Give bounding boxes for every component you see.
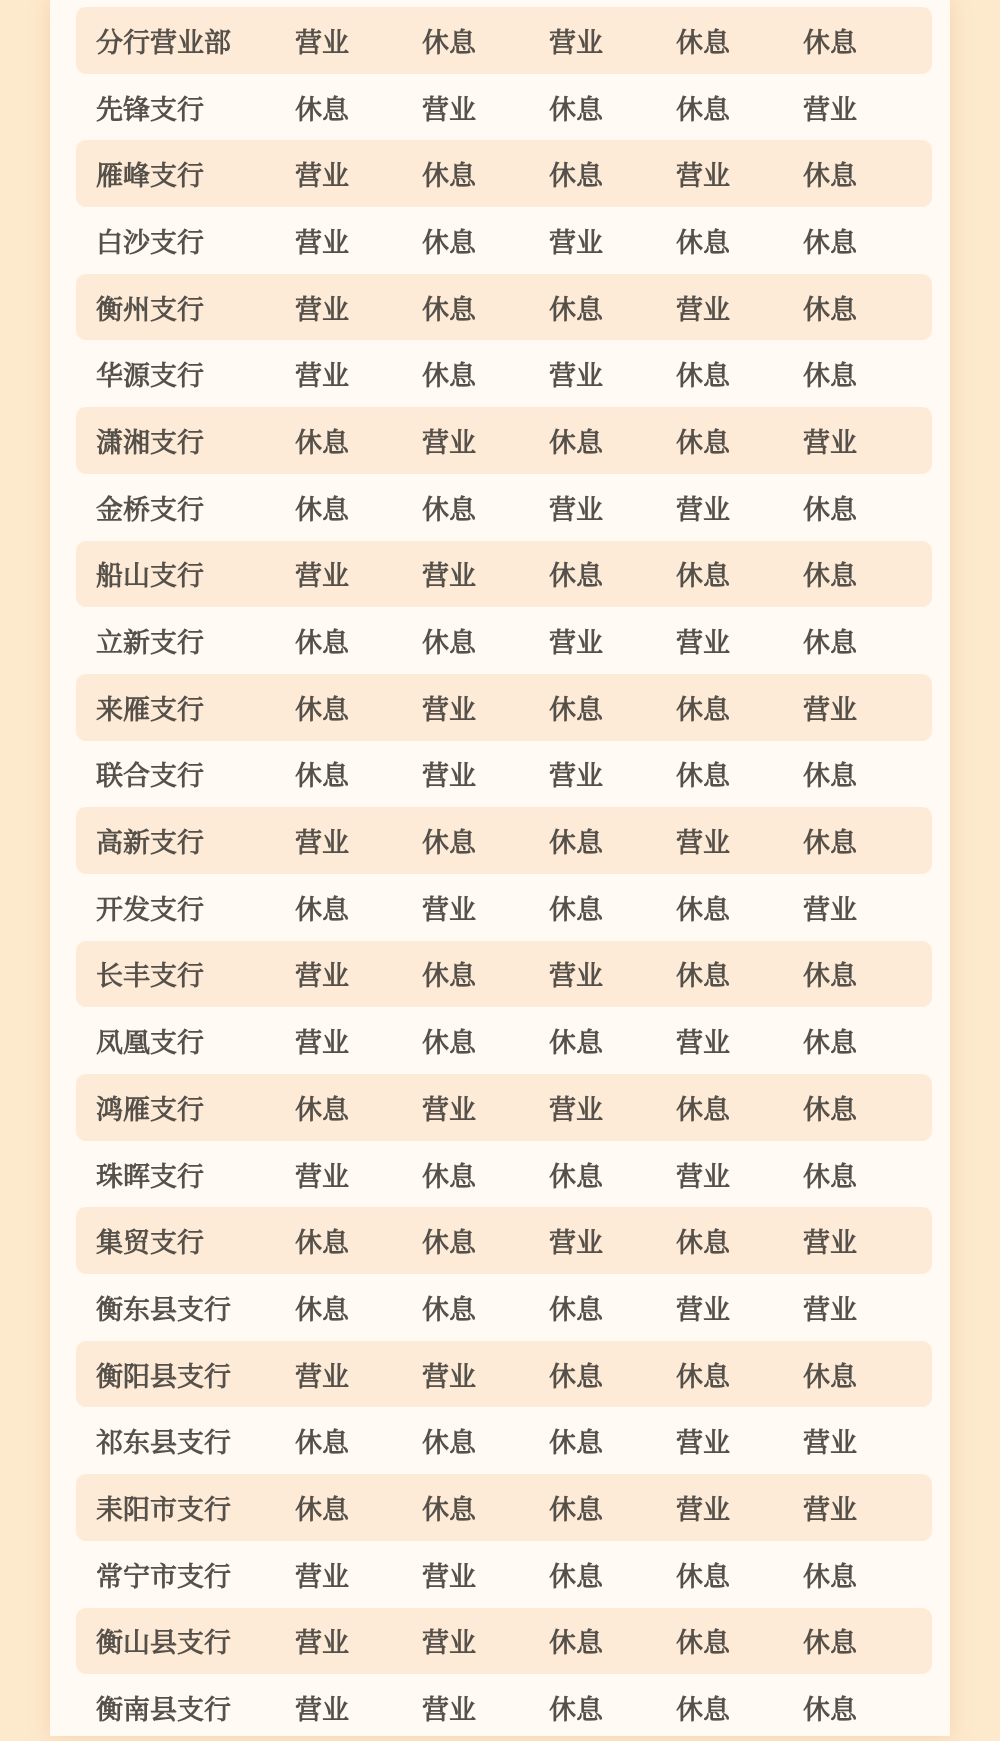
table-row	[76, 541, 932, 608]
status-cell: 营业	[676, 1161, 730, 1193]
status-cell: 营业	[549, 761, 603, 793]
status-cell: 休息	[676, 761, 730, 793]
table-row	[76, 1674, 932, 1741]
status-cell: 休息	[549, 1361, 603, 1393]
branch-name: 立新支行	[96, 628, 204, 660]
status-cell: 营业	[422, 1094, 476, 1126]
branch-name: 常宁市支行	[96, 1561, 231, 1593]
status-cell: 休息	[803, 161, 857, 193]
status-cell: 休息	[549, 1695, 603, 1727]
status-cell: 休息	[676, 894, 730, 926]
status-cell: 营业	[295, 1361, 349, 1393]
status-cell: 休息	[676, 1628, 730, 1660]
status-cell: 休息	[422, 828, 476, 860]
status-cell: 休息	[803, 27, 857, 59]
branch-name: 高新支行	[96, 828, 204, 860]
branch-name: 集贸支行	[96, 1228, 204, 1260]
branch-name: 先锋支行	[96, 94, 204, 126]
status-cell: 休息	[295, 628, 349, 660]
table-row	[76, 207, 932, 274]
table-row	[76, 1007, 932, 1074]
status-cell: 休息	[676, 227, 730, 259]
table-row	[76, 1074, 932, 1141]
status-cell: 营业	[295, 294, 349, 326]
status-cell: 休息	[422, 1494, 476, 1526]
branch-name: 雁峰支行	[96, 161, 204, 193]
schedule-table	[76, 7, 932, 1741]
table-row	[76, 807, 932, 874]
status-cell: 营业	[676, 828, 730, 860]
status-cell: 营业	[676, 1494, 730, 1526]
table-row	[76, 340, 932, 407]
status-cell: 休息	[676, 1561, 730, 1593]
status-cell: 休息	[422, 27, 476, 59]
status-cell: 营业	[676, 1028, 730, 1060]
table-row	[76, 1341, 932, 1408]
branch-name: 长丰支行	[96, 961, 204, 993]
status-cell: 休息	[676, 1094, 730, 1126]
branch-name: 耒阳市支行	[96, 1494, 231, 1526]
table-row	[76, 1274, 932, 1341]
status-cell: 营业	[422, 1695, 476, 1727]
status-cell: 休息	[803, 628, 857, 660]
table-row	[76, 1541, 932, 1608]
status-cell: 休息	[422, 1028, 476, 1060]
status-cell: 营业	[549, 27, 603, 59]
status-cell: 营业	[549, 227, 603, 259]
status-cell: 休息	[549, 1028, 603, 1060]
status-cell: 休息	[803, 1695, 857, 1727]
status-cell: 休息	[549, 161, 603, 193]
status-cell: 休息	[422, 494, 476, 526]
status-cell: 休息	[422, 294, 476, 326]
status-cell: 休息	[803, 294, 857, 326]
table-row	[76, 1207, 932, 1274]
status-cell: 营业	[803, 1294, 857, 1326]
status-cell: 休息	[549, 561, 603, 593]
status-cell: 休息	[803, 1094, 857, 1126]
status-cell: 营业	[422, 1361, 476, 1393]
branch-name: 华源支行	[96, 361, 204, 393]
status-cell: 营业	[549, 494, 603, 526]
status-cell: 营业	[295, 27, 349, 59]
status-cell: 营业	[295, 1161, 349, 1193]
status-cell: 休息	[676, 961, 730, 993]
status-cell: 营业	[676, 494, 730, 526]
branch-name: 船山支行	[96, 561, 204, 593]
branch-name: 鸿雁支行	[96, 1094, 204, 1126]
status-cell: 营业	[549, 361, 603, 393]
status-cell: 营业	[295, 561, 349, 593]
table-row	[76, 1141, 932, 1208]
status-cell: 营业	[295, 828, 349, 860]
status-cell: 营业	[803, 894, 857, 926]
branch-name: 分行营业部	[96, 27, 231, 59]
status-cell: 休息	[422, 1228, 476, 1260]
status-cell: 休息	[803, 761, 857, 793]
status-cell: 休息	[295, 761, 349, 793]
status-cell: 休息	[422, 1428, 476, 1460]
status-cell: 营业	[295, 361, 349, 393]
status-cell: 休息	[803, 361, 857, 393]
status-cell: 休息	[803, 1161, 857, 1193]
status-cell: 营业	[422, 94, 476, 126]
status-cell: 休息	[295, 94, 349, 126]
status-cell: 营业	[803, 1228, 857, 1260]
status-cell: 休息	[422, 161, 476, 193]
status-cell: 休息	[295, 427, 349, 459]
table-row	[76, 874, 932, 941]
status-cell: 休息	[295, 1228, 349, 1260]
status-cell: 休息	[803, 1628, 857, 1660]
status-cell: 休息	[549, 694, 603, 726]
status-cell: 休息	[549, 1494, 603, 1526]
status-cell: 营业	[803, 94, 857, 126]
table-row	[76, 1608, 932, 1675]
status-cell: 休息	[422, 361, 476, 393]
table-row	[76, 1474, 932, 1541]
status-cell: 营业	[549, 961, 603, 993]
status-cell: 营业	[422, 694, 476, 726]
status-cell: 休息	[295, 1094, 349, 1126]
table-row	[76, 7, 932, 74]
status-cell: 休息	[295, 694, 349, 726]
status-cell: 营业	[676, 1428, 730, 1460]
branch-name: 联合支行	[96, 761, 204, 793]
status-cell: 营业	[676, 294, 730, 326]
status-cell: 休息	[422, 1294, 476, 1326]
status-cell: 休息	[549, 1294, 603, 1326]
status-cell: 休息	[549, 894, 603, 926]
branch-name: 潇湘支行	[96, 427, 204, 459]
status-cell: 营业	[422, 1561, 476, 1593]
status-cell: 营业	[803, 1428, 857, 1460]
status-cell: 休息	[422, 628, 476, 660]
status-cell: 营业	[803, 1494, 857, 1526]
table-row	[76, 474, 932, 541]
branch-name: 衡阳县支行	[96, 1361, 231, 1393]
status-cell: 营业	[295, 1628, 349, 1660]
status-cell: 休息	[803, 1028, 857, 1060]
status-cell: 营业	[295, 161, 349, 193]
branch-name: 开发支行	[96, 894, 204, 926]
status-cell: 休息	[803, 227, 857, 259]
branch-name: 珠晖支行	[96, 1161, 204, 1193]
status-cell: 休息	[676, 427, 730, 459]
status-cell: 营业	[549, 1228, 603, 1260]
status-cell: 休息	[803, 961, 857, 993]
status-cell: 营业	[422, 761, 476, 793]
status-cell: 营业	[803, 694, 857, 726]
status-cell: 休息	[549, 1561, 603, 1593]
branch-name: 衡东县支行	[96, 1294, 231, 1326]
status-cell: 休息	[549, 1628, 603, 1660]
status-cell: 休息	[676, 1228, 730, 1260]
status-cell: 营业	[422, 1628, 476, 1660]
status-cell: 休息	[803, 494, 857, 526]
status-cell: 休息	[422, 227, 476, 259]
status-cell: 营业	[422, 561, 476, 593]
table-row	[76, 941, 932, 1008]
status-cell: 休息	[549, 1428, 603, 1460]
status-cell: 休息	[676, 1361, 730, 1393]
status-cell: 休息	[549, 828, 603, 860]
status-cell: 营业	[676, 1294, 730, 1326]
table-row	[76, 607, 932, 674]
table-row	[76, 741, 932, 808]
table-row	[76, 1407, 932, 1474]
status-cell: 休息	[295, 1494, 349, 1526]
branch-name: 来雁支行	[96, 694, 204, 726]
status-cell: 营业	[422, 427, 476, 459]
status-cell: 营业	[295, 1028, 349, 1060]
status-cell: 休息	[549, 427, 603, 459]
status-cell: 营业	[295, 961, 349, 993]
status-cell: 营业	[422, 894, 476, 926]
status-cell: 休息	[295, 1294, 349, 1326]
status-cell: 休息	[803, 828, 857, 860]
status-cell: 营业	[295, 1561, 349, 1593]
branch-name: 凤凰支行	[96, 1028, 204, 1060]
branch-name: 白沙支行	[96, 227, 204, 259]
branch-name: 衡州支行	[96, 294, 204, 326]
status-cell: 休息	[295, 494, 349, 526]
status-cell: 营业	[676, 628, 730, 660]
status-cell: 休息	[676, 561, 730, 593]
status-cell: 休息	[295, 894, 349, 926]
status-cell: 营业	[295, 227, 349, 259]
branch-name: 衡南县支行	[96, 1695, 231, 1727]
status-cell: 休息	[676, 94, 730, 126]
schedule-card	[50, 0, 950, 1736]
table-row	[76, 407, 932, 474]
table-row	[76, 140, 932, 207]
table-row	[76, 274, 932, 341]
branch-name: 祁东县支行	[96, 1428, 231, 1460]
status-cell: 休息	[676, 1695, 730, 1727]
status-cell: 休息	[422, 1161, 476, 1193]
status-cell: 营业	[549, 1094, 603, 1126]
status-cell: 休息	[422, 961, 476, 993]
branch-name: 金桥支行	[96, 494, 204, 526]
branch-name: 衡山县支行	[96, 1628, 231, 1660]
status-cell: 营业	[803, 427, 857, 459]
status-cell: 休息	[676, 694, 730, 726]
status-cell: 休息	[549, 94, 603, 126]
status-cell: 营业	[549, 628, 603, 660]
table-row	[76, 674, 932, 741]
status-cell: 休息	[803, 1561, 857, 1593]
status-cell: 休息	[803, 561, 857, 593]
status-cell: 休息	[803, 1361, 857, 1393]
status-cell: 营业	[295, 1695, 349, 1727]
table-row	[76, 74, 932, 141]
status-cell: 休息	[549, 1161, 603, 1193]
status-cell: 休息	[676, 361, 730, 393]
status-cell: 休息	[676, 27, 730, 59]
status-cell: 休息	[295, 1428, 349, 1460]
status-cell: 休息	[549, 294, 603, 326]
status-cell: 营业	[676, 161, 730, 193]
